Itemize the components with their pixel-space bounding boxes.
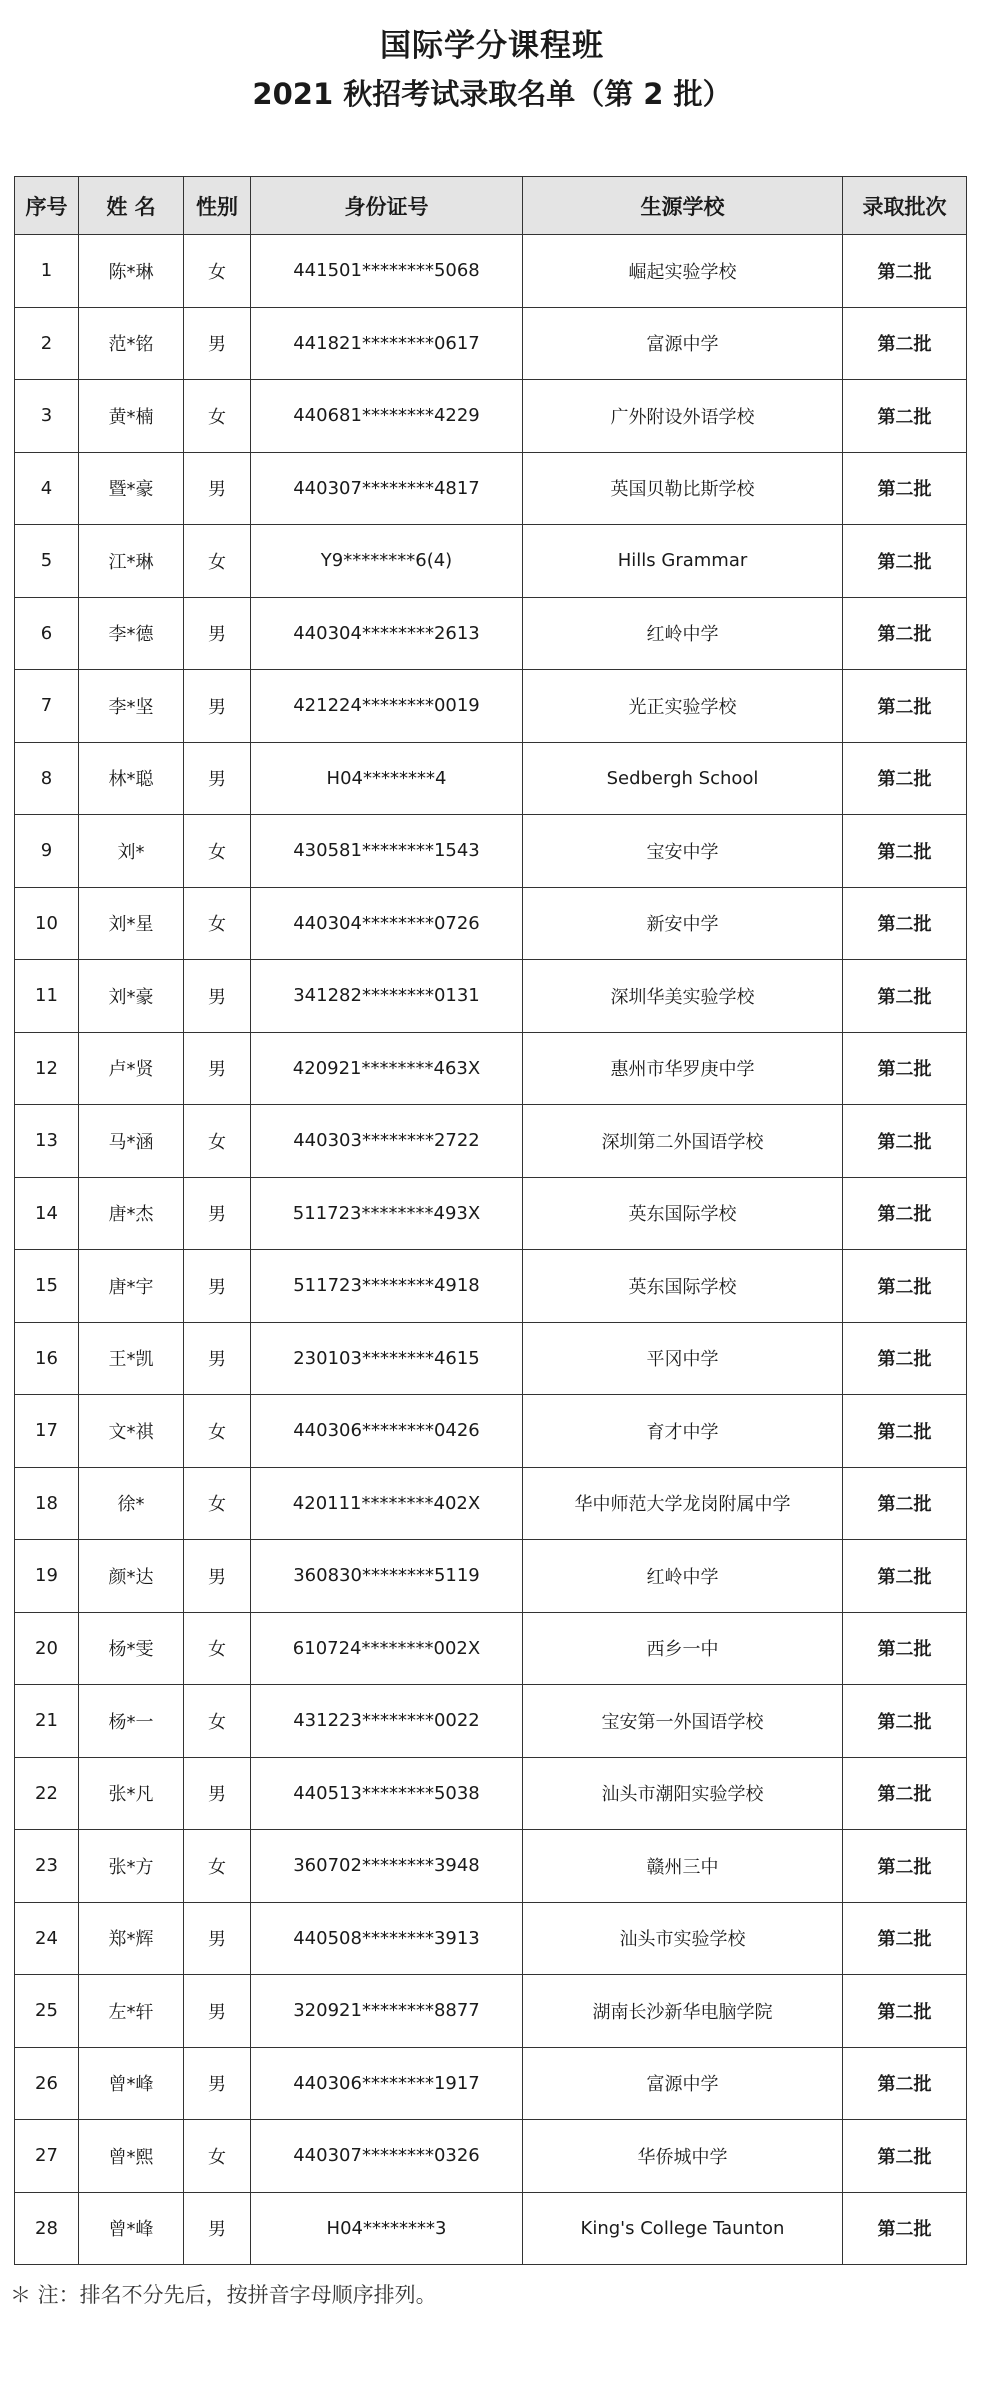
cell-id-number: 440303********2722 — [251, 1105, 523, 1178]
page-subtitle: 2021 秋招考试录取名单（第 2 批） — [252, 77, 732, 111]
cell-school: 西乡一中 — [523, 1612, 843, 1685]
cell-id-number: 511723********4918 — [251, 1250, 523, 1323]
cell-name: 唐*宇 — [79, 1250, 184, 1323]
cell-gender: 男 — [184, 742, 251, 815]
table-row — [15, 2120, 967, 2193]
cell-gender: 男 — [184, 1032, 251, 1105]
cell-name: 郑*辉 — [79, 1902, 184, 1975]
cell-school: King's College Taunton — [523, 2192, 843, 2265]
cell-seq: 19 — [15, 1540, 79, 1613]
cell-school: 红岭中学 — [523, 1540, 843, 1613]
cell-batch: 第二批 — [843, 1250, 967, 1323]
column-header-gender: 性别 — [184, 177, 251, 235]
table-row — [15, 1467, 967, 1540]
cell-batch: 第二批 — [843, 1467, 967, 1540]
cell-gender: 女 — [184, 380, 251, 453]
cell-gender: 女 — [184, 1105, 251, 1178]
cell-school: 宝安中学 — [523, 815, 843, 888]
cell-batch: 第二批 — [843, 1757, 967, 1830]
cell-name: 暨*豪 — [79, 452, 184, 525]
cell-seq: 21 — [15, 1685, 79, 1758]
cell-id-number: 441821********0617 — [251, 307, 523, 380]
cell-name: 唐*杰 — [79, 1177, 184, 1250]
cell-school: 赣州三中 — [523, 1830, 843, 1903]
cell-name: 李*坚 — [79, 670, 184, 743]
cell-id-number: 341282********0131 — [251, 960, 523, 1033]
table-row — [15, 1612, 967, 1685]
cell-id-number: 420921********463X — [251, 1032, 523, 1105]
cell-batch: 第二批 — [843, 2047, 967, 2120]
cell-name: 马*涵 — [79, 1105, 184, 1178]
column-header-seq: 序号 — [15, 177, 79, 235]
cell-id-number: 440681********4229 — [251, 380, 523, 453]
cell-batch: 第二批 — [843, 1685, 967, 1758]
cell-name: 刘* — [79, 815, 184, 888]
cell-name: 杨*雯 — [79, 1612, 184, 1685]
cell-id-number: 440508********3913 — [251, 1902, 523, 1975]
cell-school: 新安中学 — [523, 887, 843, 960]
table-row — [15, 1032, 967, 1105]
cell-school: 深圳华美实验学校 — [523, 960, 843, 1033]
cell-seq: 7 — [15, 670, 79, 743]
cell-seq: 5 — [15, 525, 79, 598]
cell-seq: 9 — [15, 815, 79, 888]
cell-name: 黄*楠 — [79, 380, 184, 453]
cell-batch: 第二批 — [843, 452, 967, 525]
cell-seq: 16 — [15, 1322, 79, 1395]
cell-id-number: 230103********4615 — [251, 1322, 523, 1395]
cell-school: 红岭中学 — [523, 597, 843, 670]
cell-name: 江*琳 — [79, 525, 184, 598]
cell-school: 汕头市潮阳实验学校 — [523, 1757, 843, 1830]
table-row — [15, 742, 967, 815]
cell-id-number: Y9********6(4) — [251, 525, 523, 598]
cell-school: 平冈中学 — [523, 1322, 843, 1395]
cell-id-number: 440513********5038 — [251, 1757, 523, 1830]
cell-id-number: 441501********5068 — [251, 235, 523, 308]
cell-gender: 男 — [184, 1975, 251, 2048]
cell-batch: 第二批 — [843, 887, 967, 960]
admission-table — [14, 176, 967, 2265]
cell-school: 汕头市实验学校 — [523, 1902, 843, 1975]
cell-seq: 28 — [15, 2192, 79, 2265]
cell-name: 李*德 — [79, 597, 184, 670]
table-row — [15, 2047, 967, 2120]
cell-gender: 男 — [184, 1757, 251, 1830]
cell-id-number: 610724********002X — [251, 1612, 523, 1685]
cell-seq: 6 — [15, 597, 79, 670]
column-header-school: 生源学校 — [523, 177, 843, 235]
table-row — [15, 307, 967, 380]
table-row — [15, 452, 967, 525]
cell-school: 英国贝勒比斯学校 — [523, 452, 843, 525]
cell-gender: 男 — [184, 597, 251, 670]
cell-gender: 女 — [184, 235, 251, 308]
cell-seq: 4 — [15, 452, 79, 525]
cell-batch: 第二批 — [843, 815, 967, 888]
cell-batch: 第二批 — [843, 742, 967, 815]
cell-seq: 14 — [15, 1177, 79, 1250]
cell-gender: 女 — [184, 2120, 251, 2193]
cell-seq: 23 — [15, 1830, 79, 1903]
cell-id-number: 440304********0726 — [251, 887, 523, 960]
table-row — [15, 815, 967, 888]
cell-batch: 第二批 — [843, 670, 967, 743]
cell-batch: 第二批 — [843, 1395, 967, 1468]
cell-name: 王*凯 — [79, 1322, 184, 1395]
cell-id-number: 421224********0019 — [251, 670, 523, 743]
cell-school: Sedbergh School — [523, 742, 843, 815]
cell-school: 光正实验学校 — [523, 670, 843, 743]
cell-school: 富源中学 — [523, 307, 843, 380]
cell-seq: 3 — [15, 380, 79, 453]
cell-school: 育才中学 — [523, 1395, 843, 1468]
cell-gender: 女 — [184, 1467, 251, 1540]
cell-seq: 18 — [15, 1467, 79, 1540]
cell-seq: 15 — [15, 1250, 79, 1323]
cell-batch: 第二批 — [843, 2192, 967, 2265]
cell-seq: 13 — [15, 1105, 79, 1178]
table-row — [15, 525, 967, 598]
cell-gender: 女 — [184, 525, 251, 598]
cell-seq: 12 — [15, 1032, 79, 1105]
cell-id-number: 440307********4817 — [251, 452, 523, 525]
table-row — [15, 1105, 967, 1178]
table-row — [15, 670, 967, 743]
table-row — [15, 1540, 967, 1613]
cell-school: 湖南长沙新华电脑学院 — [523, 1975, 843, 2048]
table-row — [15, 1250, 967, 1323]
cell-seq: 27 — [15, 2120, 79, 2193]
cell-name: 曾*熙 — [79, 2120, 184, 2193]
cell-batch: 第二批 — [843, 1975, 967, 2048]
cell-batch: 第二批 — [843, 307, 967, 380]
cell-name: 刘*豪 — [79, 960, 184, 1033]
footnote: ＊ 注：排名不分先后，按拼音字母顺序排列。 — [10, 2283, 437, 2307]
cell-seq: 1 — [15, 235, 79, 308]
cell-school: 深圳第二外国语学校 — [523, 1105, 843, 1178]
table-row — [15, 380, 967, 453]
cell-gender: 男 — [184, 2192, 251, 2265]
column-header-batch: 录取批次 — [843, 177, 967, 235]
cell-name: 卢*贤 — [79, 1032, 184, 1105]
cell-batch: 第二批 — [843, 2120, 967, 2193]
cell-gender: 男 — [184, 1540, 251, 1613]
cell-name: 林*聪 — [79, 742, 184, 815]
cell-seq: 11 — [15, 960, 79, 1033]
cell-name: 曾*峰 — [79, 2192, 184, 2265]
cell-gender: 女 — [184, 815, 251, 888]
table-header — [15, 177, 967, 235]
cell-seq: 8 — [15, 742, 79, 815]
cell-id-number: 431223********0022 — [251, 1685, 523, 1758]
table-row — [15, 235, 967, 308]
cell-batch: 第二批 — [843, 597, 967, 670]
table-row — [15, 1322, 967, 1395]
table-row — [15, 960, 967, 1033]
cell-gender: 男 — [184, 307, 251, 380]
cell-gender: 男 — [184, 670, 251, 743]
cell-id-number: 430581********1543 — [251, 815, 523, 888]
cell-gender: 女 — [184, 1395, 251, 1468]
cell-id-number: 440304********2613 — [251, 597, 523, 670]
cell-school: 华侨城中学 — [523, 2120, 843, 2193]
cell-gender: 男 — [184, 1322, 251, 1395]
cell-id-number: 440306********1917 — [251, 2047, 523, 2120]
cell-gender: 男 — [184, 452, 251, 525]
cell-batch: 第二批 — [843, 1830, 967, 1903]
cell-name: 刘*星 — [79, 887, 184, 960]
cell-seq: 2 — [15, 307, 79, 380]
column-header-id-number: 身份证号 — [251, 177, 523, 235]
cell-school: 英东国际学校 — [523, 1250, 843, 1323]
table-row — [15, 1902, 967, 1975]
cell-batch: 第二批 — [843, 1902, 967, 1975]
cell-school: 富源中学 — [523, 2047, 843, 2120]
cell-name: 张*凡 — [79, 1757, 184, 1830]
cell-name: 张*方 — [79, 1830, 184, 1903]
header-row — [15, 177, 967, 235]
cell-seq: 22 — [15, 1757, 79, 1830]
table-row — [15, 1685, 967, 1758]
cell-name: 曾*峰 — [79, 2047, 184, 2120]
table-row — [15, 1757, 967, 1830]
cell-name: 徐* — [79, 1467, 184, 1540]
cell-name: 左*轩 — [79, 1975, 184, 2048]
table-row — [15, 887, 967, 960]
cell-id-number: 360830********5119 — [251, 1540, 523, 1613]
cell-name: 杨*一 — [79, 1685, 184, 1758]
column-header-name: 姓 名 — [79, 177, 184, 235]
table-body — [15, 235, 967, 2265]
cell-batch: 第二批 — [843, 1322, 967, 1395]
cell-id-number: 420111********402X — [251, 1467, 523, 1540]
cell-id-number: 511723********493X — [251, 1177, 523, 1250]
cell-id-number: 320921********8877 — [251, 1975, 523, 2048]
cell-school: 崛起实验学校 — [523, 235, 843, 308]
cell-seq: 20 — [15, 1612, 79, 1685]
cell-id-number: 360702********3948 — [251, 1830, 523, 1903]
cell-batch: 第二批 — [843, 960, 967, 1033]
cell-school: 惠州市华罗庚中学 — [523, 1032, 843, 1105]
table-row — [15, 1177, 967, 1250]
cell-batch: 第二批 — [843, 380, 967, 453]
table-row — [15, 597, 967, 670]
cell-name: 范*铭 — [79, 307, 184, 380]
cell-batch: 第二批 — [843, 1177, 967, 1250]
cell-seq: 17 — [15, 1395, 79, 1468]
cell-seq: 10 — [15, 887, 79, 960]
cell-school: 广外附设外语学校 — [523, 380, 843, 453]
cell-gender: 男 — [184, 1250, 251, 1323]
table-row — [15, 1975, 967, 2048]
cell-id-number: H04********4 — [251, 742, 523, 815]
cell-id-number: 440306********0426 — [251, 1395, 523, 1468]
table-row — [15, 2192, 967, 2265]
cell-name: 陈*琳 — [79, 235, 184, 308]
cell-seq: 24 — [15, 1902, 79, 1975]
cell-gender: 女 — [184, 1612, 251, 1685]
cell-gender: 女 — [184, 1685, 251, 1758]
cell-seq: 26 — [15, 2047, 79, 2120]
cell-gender: 男 — [184, 1177, 251, 1250]
cell-school: 华中师范大学龙岗附属中学 — [523, 1467, 843, 1540]
table-row — [15, 1830, 967, 1903]
cell-gender: 男 — [184, 960, 251, 1033]
cell-name: 文*祺 — [79, 1395, 184, 1468]
cell-seq: 25 — [15, 1975, 79, 2048]
table-row — [15, 1395, 967, 1468]
cell-batch: 第二批 — [843, 1540, 967, 1613]
cell-batch: 第二批 — [843, 235, 967, 308]
cell-school: 英东国际学校 — [523, 1177, 843, 1250]
cell-id-number: 440307********0326 — [251, 2120, 523, 2193]
cell-gender: 女 — [184, 1830, 251, 1903]
page-title: 国际学分课程班 — [380, 28, 604, 64]
cell-school: Hills Grammar — [523, 525, 843, 598]
cell-batch: 第二批 — [843, 525, 967, 598]
cell-gender: 男 — [184, 2047, 251, 2120]
cell-batch: 第二批 — [843, 1032, 967, 1105]
cell-batch: 第二批 — [843, 1612, 967, 1685]
cell-school: 宝安第一外国语学校 — [523, 1685, 843, 1758]
cell-name: 颜*达 — [79, 1540, 184, 1613]
cell-id-number: H04********3 — [251, 2192, 523, 2265]
cell-gender: 女 — [184, 887, 251, 960]
cell-gender: 男 — [184, 1902, 251, 1975]
cell-batch: 第二批 — [843, 1105, 967, 1178]
